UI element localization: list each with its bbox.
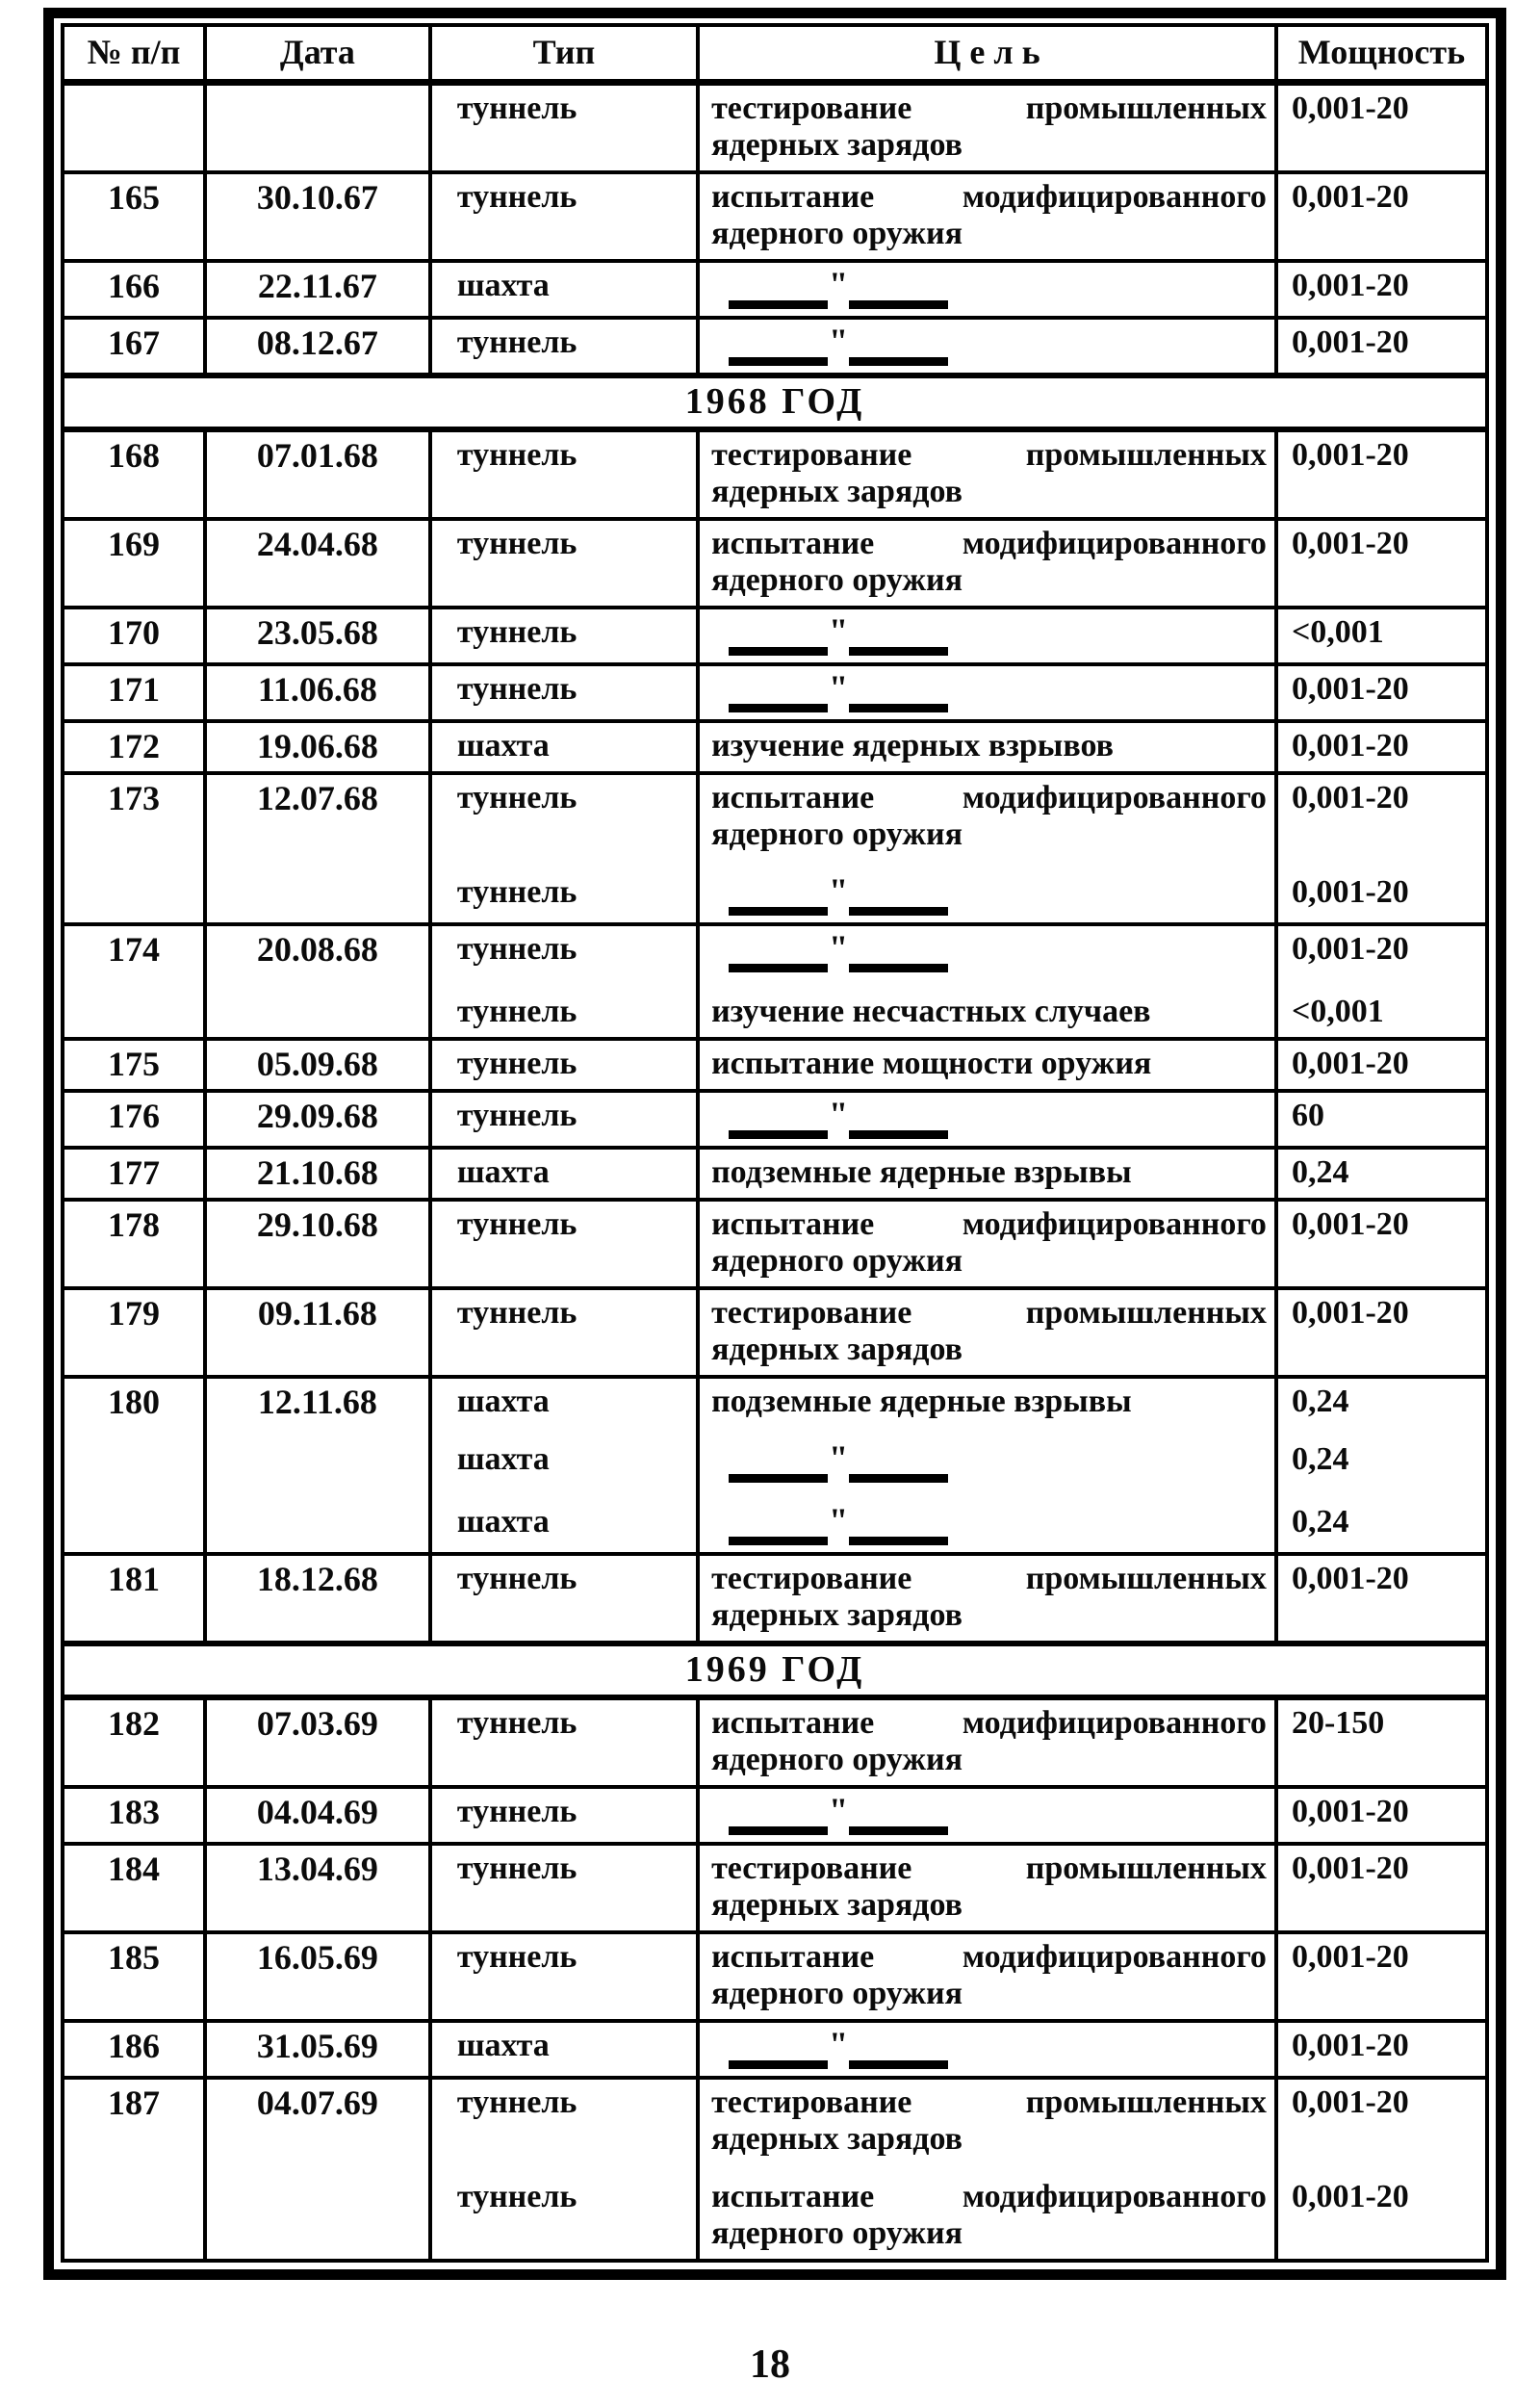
type-text: туннель [456, 671, 578, 707]
type-text: туннель [456, 1295, 578, 1331]
row-number-cell: 179 [63, 1288, 205, 1377]
row-number-cell: 175 [63, 1039, 205, 1091]
column-header-num: № п/п [63, 25, 205, 83]
year-section-label: 1969 ГОД [63, 1643, 1487, 1697]
table-row [63, 1148, 1487, 1200]
purpose-text: тестирование промышленных ядерных зарядов [711, 2084, 1267, 2157]
purpose-cell [698, 608, 1276, 664]
ditto-mark [729, 1438, 948, 1483]
column-header-type: Тип [430, 25, 698, 83]
row-number-cell: 183 [63, 1787, 205, 1844]
yield-cell [1276, 261, 1487, 318]
ditto-mark [729, 1095, 948, 1139]
date-cell: 30.10.67 [205, 172, 430, 261]
date-cell: 22.11.67 [205, 261, 430, 318]
purpose-text: испытание модифицированного ядерного оружия [711, 1206, 1267, 1279]
type-cell [430, 1377, 698, 1554]
yield-text: 0,001-20 [1291, 1295, 1409, 1331]
purpose-cell [698, 1697, 1276, 1787]
purpose-text: подземные ядерные взрывы [711, 1154, 1132, 1190]
purpose-text: изучение ядерных взрывов [711, 728, 1114, 764]
purpose-ditto [711, 1095, 1267, 1139]
column-header-yield: Мощность [1276, 25, 1487, 83]
ditto-mark [729, 668, 948, 712]
purpose-cell [698, 924, 1276, 1039]
type-text: туннель [456, 1206, 578, 1242]
ditto-quote: " [829, 611, 849, 650]
table-row [63, 721, 1487, 773]
tests-table [43, 8, 1506, 2280]
table-row [63, 429, 1487, 519]
type-text: туннель [456, 324, 578, 360]
yield-cell [1276, 1844, 1487, 1932]
purpose-ditto [711, 611, 1267, 656]
type-text: туннель [456, 526, 578, 561]
yield-text: 0,24 [1291, 1504, 1349, 1540]
yield-text: 0,001-20 [1291, 931, 1409, 967]
type-cell [430, 172, 698, 261]
type-text: шахта [456, 1154, 550, 1190]
ditto-mark [729, 1791, 948, 1835]
purpose-cell [698, 1039, 1276, 1091]
table-row [63, 1200, 1487, 1288]
type-text: туннель [456, 1561, 578, 1596]
purpose-text: испытание мощности оружия [711, 1046, 1152, 1081]
table-row [63, 664, 1487, 721]
type-cell [430, 519, 698, 608]
type-cell [430, 1200, 698, 1288]
type-cell [430, 429, 698, 519]
date-cell: 11.06.68 [205, 664, 430, 721]
ditto-quote: " [829, 1095, 849, 1133]
row-number-cell: 172 [63, 721, 205, 773]
row-number-cell [63, 83, 205, 173]
purpose-cell [698, 2078, 1276, 2261]
table-header-row [63, 25, 1487, 83]
yield-cell [1276, 1039, 1487, 1091]
table-row [63, 1377, 1487, 1554]
table-row [63, 1697, 1487, 1787]
type-text: шахта [456, 1504, 550, 1540]
purpose-text: тестирование промышленных ядерных зарядов [711, 1851, 1267, 1923]
yield-text: 0,001-20 [1291, 2028, 1409, 2063]
type-text: туннель [456, 91, 578, 126]
purpose-text: испытание модифицированного ядерного оружия [711, 1939, 1267, 2011]
purpose-text: испытание модифицированного ядерного оружия [711, 1705, 1267, 1777]
ditto-quote: " [829, 1791, 849, 1829]
yield-text: 0,001-20 [1291, 728, 1409, 764]
type-cell [430, 773, 698, 924]
date-cell [205, 83, 430, 173]
yield-text: 0,001-20 [1291, 179, 1409, 215]
type-text: туннель [456, 2084, 578, 2120]
column-header-purpose: Ц е л ь [698, 25, 1276, 83]
yield-cell [1276, 608, 1487, 664]
purpose-ditto [711, 1438, 1267, 1483]
table-row [63, 172, 1487, 261]
purpose-cell [698, 172, 1276, 261]
type-text: шахта [456, 1384, 550, 1419]
ditto-mark [729, 871, 948, 916]
yield-cell [1276, 664, 1487, 721]
ditto-mark [729, 1501, 948, 1545]
table-row [63, 261, 1487, 318]
date-cell: 04.04.69 [205, 1787, 430, 1844]
date-cell: 07.01.68 [205, 429, 430, 519]
table-row [63, 924, 1487, 1039]
table-row [63, 1844, 1487, 1932]
yield-text: 0,001-20 [1291, 1851, 1409, 1886]
type-text: туннель [456, 780, 578, 815]
date-cell: 31.05.69 [205, 2021, 430, 2078]
yield-text: 0,24 [1291, 1154, 1349, 1190]
yield-cell [1276, 429, 1487, 519]
ditto-quote: " [829, 1501, 849, 1540]
type-cell [430, 1554, 698, 1643]
type-cell [430, 924, 698, 1039]
type-cell [430, 261, 698, 318]
type-cell [430, 664, 698, 721]
type-cell [430, 721, 698, 773]
purpose-cell [698, 1932, 1276, 2021]
purpose-cell [698, 2021, 1276, 2078]
purpose-text: тестирование промышленных ядерных зарядов [711, 437, 1267, 509]
yield-cell [1276, 1932, 1487, 2021]
purpose-cell [698, 1148, 1276, 1200]
date-cell: 18.12.68 [205, 1554, 430, 1643]
ditto-mark [729, 265, 948, 309]
purpose-text: испытание модифицированного ядерного оружия [711, 780, 1267, 852]
purpose-text: испытание модифицированного ядерного оружия [711, 2179, 1267, 2251]
ditto-quote: " [829, 2025, 849, 2063]
type-text: туннель [456, 437, 578, 473]
date-cell: 12.11.68 [205, 1377, 430, 1554]
date-cell: 09.11.68 [205, 1288, 430, 1377]
type-text: туннель [456, 874, 578, 910]
row-number-cell: 181 [63, 1554, 205, 1643]
row-number-cell: 187 [63, 2078, 205, 2261]
date-cell: 29.10.68 [205, 1200, 430, 1288]
row-number-cell: 178 [63, 1200, 205, 1288]
yield-cell [1276, 2078, 1487, 2261]
purpose-ditto [711, 871, 1267, 916]
yield-cell [1276, 721, 1487, 773]
purpose-cell [698, 1787, 1276, 1844]
year-section-label: 1968 ГОД [63, 375, 1487, 429]
type-text: туннель [456, 1046, 578, 1081]
purpose-text: тестирование промышленных ядерных зарядов [711, 1561, 1267, 1633]
date-cell: 29.09.68 [205, 1091, 430, 1148]
date-cell: 16.05.69 [205, 1932, 430, 2021]
type-cell [430, 608, 698, 664]
purpose-ditto [711, 668, 1267, 712]
date-cell: 05.09.68 [205, 1039, 430, 1091]
table-row [63, 318, 1487, 375]
yield-text: 0,001-20 [1291, 1206, 1409, 1242]
yield-cell [1276, 1554, 1487, 1643]
ditto-quote: " [829, 322, 849, 360]
table-row [63, 2021, 1487, 2078]
purpose-ditto [711, 1791, 1267, 1835]
table-row [63, 1091, 1487, 1148]
purpose-text: тестирование промышленных ядерных зарядов [711, 91, 1267, 163]
ditto-mark [729, 324, 948, 366]
type-text: туннель [456, 179, 578, 215]
yield-text: <0,001 [1291, 994, 1384, 1029]
table-row [63, 1554, 1487, 1643]
yield-text: 0,001-20 [1291, 1046, 1409, 1081]
row-number-cell: 177 [63, 1148, 205, 1200]
purpose-cell [698, 773, 1276, 924]
yield-text: 0,001-20 [1291, 324, 1409, 360]
date-cell: 20.08.68 [205, 924, 430, 1039]
yield-text: <0,001 [1291, 614, 1384, 650]
purpose-cell [698, 1200, 1276, 1288]
table-row [63, 1039, 1487, 1091]
type-text: туннель [456, 614, 578, 650]
row-number-cell: 169 [63, 519, 205, 608]
yield-text: 0,001-20 [1291, 2084, 1409, 2120]
type-cell [430, 1039, 698, 1091]
purpose-cell [698, 1288, 1276, 1377]
row-number-cell: 180 [63, 1377, 205, 1554]
row-number-cell: 174 [63, 924, 205, 1039]
yield-text: 0,001-20 [1291, 874, 1409, 910]
purpose-text: испытание модифицированного ядерного оружия [711, 526, 1267, 598]
date-cell: 24.04.68 [205, 519, 430, 608]
yield-cell [1276, 318, 1487, 375]
yield-cell [1276, 83, 1487, 173]
type-cell [430, 1932, 698, 2021]
yield-text: 0,24 [1291, 1441, 1349, 1477]
purpose-text: тестирование промышленных ядерных зарядов [711, 1295, 1267, 1367]
yield-text: 0,001-20 [1291, 437, 1409, 473]
type-text: туннель [456, 931, 578, 967]
type-cell [430, 318, 698, 375]
type-text: шахта [456, 728, 550, 764]
yield-text: 60 [1291, 1098, 1324, 1133]
purpose-cell [698, 1091, 1276, 1148]
row-number-cell: 176 [63, 1091, 205, 1148]
row-number-cell: 166 [63, 261, 205, 318]
row-number-cell: 182 [63, 1697, 205, 1787]
row-number-cell: 186 [63, 2021, 205, 2078]
type-text: туннель [456, 1939, 578, 1975]
purpose-text: подземные ядерные взрывы [711, 1384, 1132, 1419]
date-cell: 21.10.68 [205, 1148, 430, 1200]
type-text: шахта [456, 1441, 550, 1477]
yield-cell [1276, 1697, 1487, 1787]
yield-text: 0,001-20 [1291, 2179, 1409, 2214]
ditto-mark [729, 2025, 948, 2069]
date-cell: 12.07.68 [205, 773, 430, 924]
row-number-cell: 173 [63, 773, 205, 924]
purpose-cell [698, 1844, 1276, 1932]
yield-text: 0,001-20 [1291, 1794, 1409, 1829]
yield-cell [1276, 2021, 1487, 2078]
yield-text: 0,001-20 [1291, 526, 1409, 561]
ditto-quote: " [829, 265, 849, 303]
row-number-cell: 168 [63, 429, 205, 519]
yield-cell [1276, 1148, 1487, 1200]
type-text: туннель [456, 1098, 578, 1133]
ditto-quote: " [829, 928, 849, 967]
purpose-ditto [711, 928, 1267, 972]
yield-text: 20-150 [1291, 1705, 1385, 1741]
year-section-row [63, 375, 1487, 429]
row-number-cell: 185 [63, 1932, 205, 2021]
purpose-cell [698, 1377, 1276, 1554]
yield-cell [1276, 924, 1487, 1039]
date-cell: 07.03.69 [205, 1697, 430, 1787]
yield-text: 0,24 [1291, 1384, 1349, 1419]
table-row [63, 2078, 1487, 2261]
page-number: 18 [750, 2342, 790, 2387]
type-text: шахта [456, 2028, 550, 2063]
row-number-cell: 170 [63, 608, 205, 664]
yield-cell [1276, 172, 1487, 261]
yield-cell [1276, 1787, 1487, 1844]
type-cell [430, 1091, 698, 1148]
ditto-quote: " [829, 1438, 849, 1477]
yield-cell [1276, 773, 1487, 924]
yield-cell [1276, 1091, 1487, 1148]
table-row [63, 1288, 1487, 1377]
type-cell [430, 2078, 698, 2261]
purpose-ditto [711, 1501, 1267, 1545]
type-text: туннель [456, 1794, 578, 1829]
ditto-mark [729, 611, 948, 656]
purpose-cell [698, 664, 1276, 721]
yield-text: 0,001-20 [1291, 671, 1409, 707]
table-row [63, 1787, 1487, 1844]
date-cell: 04.07.69 [205, 2078, 430, 2261]
table-row [63, 1932, 1487, 2021]
table-row [63, 83, 1487, 173]
yield-text: 0,001-20 [1291, 268, 1409, 303]
yield-cell [1276, 519, 1487, 608]
yield-cell [1276, 1288, 1487, 1377]
yield-text: 0,001-20 [1291, 91, 1409, 126]
purpose-ditto [711, 2025, 1267, 2069]
purpose-cell [698, 261, 1276, 318]
purpose-cell [698, 429, 1276, 519]
type-cell [430, 1844, 698, 1932]
row-number-cell: 171 [63, 664, 205, 721]
purpose-cell [698, 721, 1276, 773]
date-cell: 13.04.69 [205, 1844, 430, 1932]
yield-cell [1276, 1377, 1487, 1554]
type-text: туннель [456, 2179, 578, 2214]
type-cell [430, 83, 698, 173]
type-cell [430, 1787, 698, 1844]
purpose-cell [698, 1554, 1276, 1643]
date-cell: 23.05.68 [205, 608, 430, 664]
purpose-ditto [711, 265, 1267, 309]
year-section-row [63, 1643, 1487, 1697]
purpose-text: испытание модифицированного ядерного оружия [711, 179, 1267, 251]
type-cell [430, 1148, 698, 1200]
table-row [63, 773, 1487, 924]
table-row [63, 519, 1487, 608]
ditto-quote: " [829, 871, 849, 910]
purpose-cell [698, 519, 1276, 608]
type-cell [430, 1288, 698, 1377]
purpose-cell [698, 83, 1276, 173]
type-cell [430, 2021, 698, 2078]
purpose-text: изучение несчастных случаев [711, 994, 1151, 1029]
yield-text: 0,001-20 [1291, 780, 1409, 815]
date-cell: 19.06.68 [205, 721, 430, 773]
type-text: туннель [456, 994, 578, 1029]
type-cell [430, 1697, 698, 1787]
purpose-ditto [711, 324, 1267, 366]
row-number-cell: 167 [63, 318, 205, 375]
type-text: шахта [456, 268, 550, 303]
type-text: туннель [456, 1851, 578, 1886]
yield-text: 0,001-20 [1291, 1561, 1409, 1596]
purpose-cell [698, 318, 1276, 375]
ditto-mark [729, 928, 948, 972]
yield-text: 0,001-20 [1291, 1939, 1409, 1975]
ditto-quote: " [829, 668, 849, 707]
type-text: туннель [456, 1705, 578, 1741]
date-cell: 08.12.67 [205, 318, 430, 375]
column-header-date: Дата [205, 25, 430, 83]
table-row [63, 608, 1487, 664]
table-body [63, 83, 1487, 2262]
row-number-cell: 165 [63, 172, 205, 261]
tests-table-grid [61, 23, 1489, 2263]
yield-cell [1276, 1200, 1487, 1288]
row-number-cell: 184 [63, 1844, 205, 1932]
